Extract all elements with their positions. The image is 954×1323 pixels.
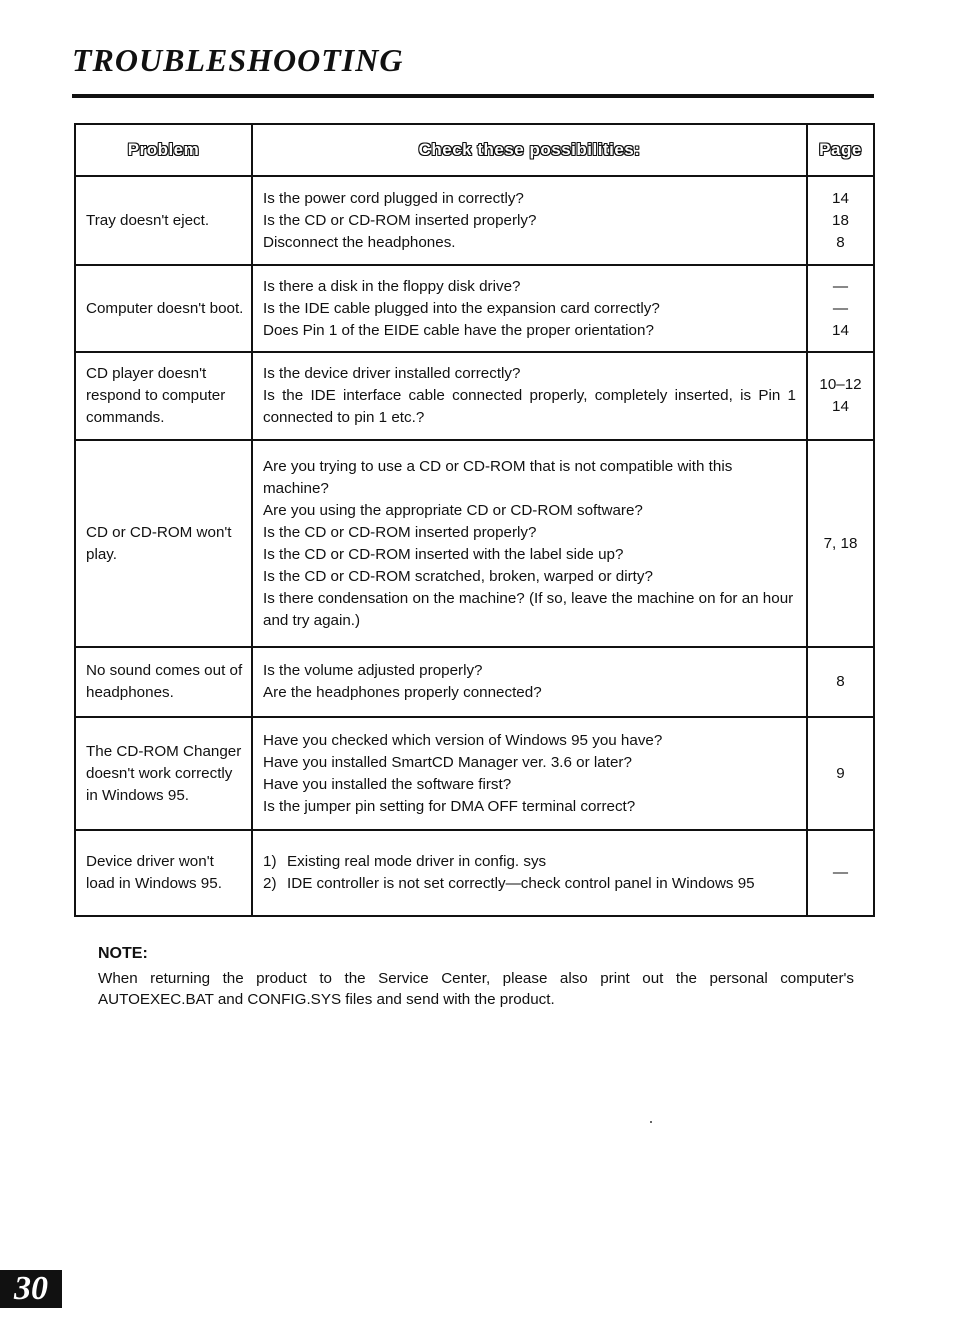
check-cell — [252, 352, 807, 440]
note-text: When returning the product to the Service Center, please also print out the personal computer's AUTOEXEC.BAT and CONFIG.SYS files and send with the product. — [98, 970, 854, 1008]
problem-cell: Tray doesn't eject. — [75, 176, 252, 265]
page-title: TROUBLESHOOTING — [72, 42, 404, 78]
check-item: Is the CD or CD-ROM inserted with the label side up? — [263, 545, 624, 563]
check-item: Is there condensation on the machine? (If so, leave the machine on for an hour and try again.) — [263, 589, 794, 629]
problem-cell: CD player doesn't respond to computer commands. — [75, 352, 252, 440]
check-item: Have you installed SmartCD Manager ver. 3.6 or later? — [263, 753, 632, 771]
check-item: Is the jumper pin setting for DMA OFF terminal correct? — [263, 797, 636, 815]
page-cell — [807, 440, 874, 647]
check-cell — [252, 647, 807, 717]
note-label: NOTE: — [98, 945, 148, 962]
check-item: Does Pin 1 of the EIDE cable have the proper orientation? — [263, 321, 654, 339]
page-cell — [807, 265, 874, 352]
header-check: Check these possibilities: — [252, 124, 807, 176]
item-number: 2) — [263, 875, 277, 892]
check-item: Existing real mode driver in config. sys — [287, 853, 547, 870]
problem-cell: Device driver won't load in Windows 95. — [75, 830, 252, 916]
page-number: 30 — [0, 1270, 62, 1308]
check-cell — [252, 176, 807, 265]
table-header-row — [75, 124, 874, 176]
table-row — [75, 717, 874, 830]
check-item: Have you installed the software first? — [263, 775, 512, 793]
page-ref: 14 — [832, 189, 849, 207]
table-row — [75, 647, 874, 717]
check-cell — [252, 265, 807, 352]
page-ref: 7, 18 — [823, 534, 858, 552]
check-item: Are you using the appropriate CD or CD-ROM software? — [263, 501, 643, 519]
check-item: IDE controller is not set correctly—check control panel in Windows 95 — [287, 875, 755, 892]
page-ref: 8 — [836, 233, 845, 251]
problem-cell: The CD-ROM Changer doesn't work correctly in Windows 95. — [75, 717, 252, 830]
check-item: Have you checked which version of Windows 95 you have? — [263, 731, 663, 749]
troubleshooting-table — [74, 123, 875, 917]
header-problem: Problem — [75, 124, 252, 176]
page-ref: 10–12 — [819, 376, 862, 393]
check-item: Is the volume adjusted properly? — [263, 662, 483, 679]
check-item: Is the device driver installed correctly? — [263, 365, 521, 382]
problem-cell: CD or CD-ROM won't play. — [75, 440, 252, 647]
problem-cell: No sound comes out of headphones. — [75, 647, 252, 717]
header-page: Page — [807, 124, 874, 176]
page-cell — [807, 830, 874, 916]
check-item: Is the IDE interface cable connected properly, completely inserted, is Pin 1 connected to pin 1 etc.? — [263, 387, 796, 426]
page-ref: 8 — [836, 673, 845, 690]
check-item: Is the power cord plugged in correctly? — [263, 189, 524, 207]
page-cell — [807, 352, 874, 440]
page-ref: — — [832, 299, 849, 317]
table-row — [75, 440, 874, 647]
numbered-item — [263, 851, 796, 873]
check-item: Is the CD or CD-ROM inserted properly? — [263, 211, 537, 229]
check-item: Is there a disk in the floppy disk drive? — [263, 277, 521, 295]
title-rule — [72, 94, 874, 98]
table-row — [75, 830, 874, 916]
page-cell — [807, 647, 874, 717]
item-number: 1) — [263, 853, 277, 870]
page-cell — [807, 717, 874, 830]
check-item: Is the IDE cable plugged into the expansion card correctly? — [263, 299, 660, 317]
page-ref: 14 — [832, 398, 849, 415]
check-cell — [252, 717, 807, 830]
table-row — [75, 352, 874, 440]
page-ref: — — [832, 277, 849, 295]
check-item: Disconnect the headphones. — [263, 233, 456, 251]
numbered-item — [263, 873, 796, 895]
table-row — [75, 265, 874, 352]
check-item: Is the CD or CD-ROM scratched, broken, warped or dirty? — [263, 567, 653, 585]
table-row — [75, 176, 874, 265]
scan-speck — [650, 1121, 652, 1123]
check-item: Are the headphones properly connected? — [263, 684, 542, 701]
page-ref: 18 — [832, 211, 849, 229]
page-cell — [807, 176, 874, 265]
check-cell — [252, 830, 807, 916]
check-item: Are you trying to use a CD or CD-ROM that is not compatible with this machine? — [263, 457, 733, 497]
page-ref: — — [832, 864, 849, 881]
check-item: Is the CD or CD-ROM inserted properly? — [263, 523, 537, 541]
problem-cell: Computer doesn't boot. — [75, 265, 252, 352]
page-ref: 9 — [836, 764, 845, 782]
page-ref: 14 — [832, 321, 849, 339]
check-cell — [252, 440, 807, 647]
